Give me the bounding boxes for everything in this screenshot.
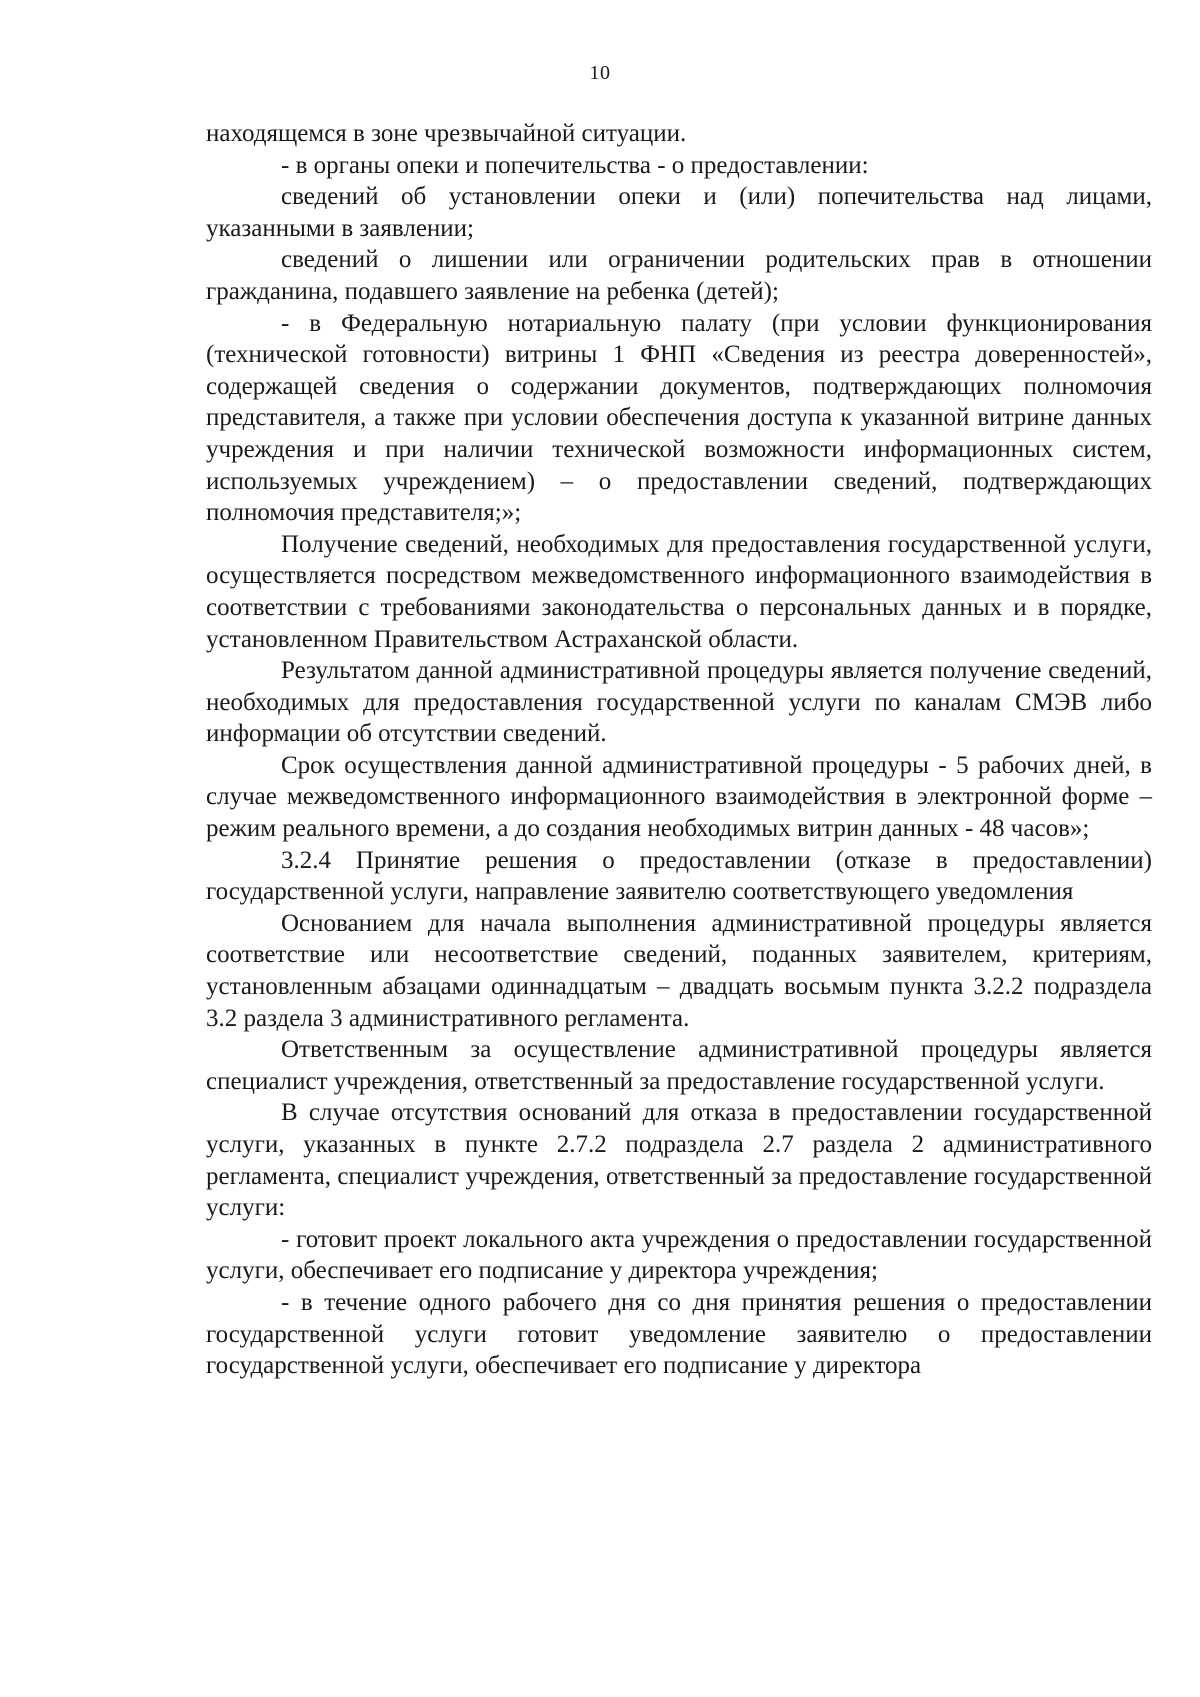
paragraph-guardianship-info: сведений об установлении опеки и (или) попечительства над лицами, указанными в заявлении;	[206, 183, 1152, 242]
paragraph-responsible-person: Ответственным за осуществление административной процедуры является специалист учреждения, ответственный за предоставление государственной услуги.	[206, 1036, 1152, 1095]
document-body	[206, 118, 1152, 1382]
paragraph-guardianship-bodies: - в органы опеки и попечительства - о предоставлении:	[281, 151, 869, 179]
paragraph-notary-chamber: - в Федеральную нотариальную палату (при условии функционирования (технической готовности) витрины 1 ФНП «Сведения из реестра доверенностей», содержащей сведения о содержании документов, подтверждающих полномочия представителя, а также при условии обеспечения доступа к указанной витрине данных учреждения и при наличии технической возможности информационных систем, используемых учреждением) – о предоставлении сведений, подтверждающих полномочия представителя;»;	[206, 309, 1152, 527]
paragraph-procedure-result: Результатом данной административной процедуры является получение сведений, необходимых для предоставления государственной услуги по каналам СМЭВ либо информации об отсутствии сведений.	[206, 657, 1152, 748]
page-number: 10	[589, 62, 611, 84]
paragraph-parental-rights: сведений о лишении или ограничении родительских прав в отношении гражданина, подавшего заявление на ребенка (детей);	[206, 246, 1152, 305]
paragraph-procedure-term: Срок осуществления данной административной процедуры - 5 рабочих дней, в случае межведомственного информационного взаимодействия в электронной форме – режим реального времени, а до создания необходимых витрин данных - 48 часов»;	[206, 751, 1152, 843]
paragraph-local-act-draft: - готовит проект локального акта учреждения о предоставлении государственной услуги, обеспечивает его подписание у директора учреждения;	[206, 1225, 1152, 1285]
paragraph-continuation: находящемся в зоне чрезвычайной ситуации.	[206, 120, 687, 147]
paragraph-notification: - в течение одного рабочего дня со дня принятия решения о предоставлении государственной услуги готовит уведомление заявителю о предоставлении государственной услуги, обеспечивает его подписание у директора	[206, 1288, 1152, 1380]
paragraph-interagency-exchange: Получение сведений, необходимых для предоставления государственной услуги, осуществляется посредством межведомственного информационного взаимодействия в соответствии с требованиями законодательства о персональных данных и в порядке, установленном Правительством Астраханской области.	[206, 530, 1152, 653]
section-heading-3-2-4: 3.2.4 Принятие решения о предоставлении (отказе в предоставлении) государственной услуги, направление заявителю соответствующего уведомления	[206, 846, 1152, 906]
paragraph-procedure-basis: Основанием для начала выполнения административной процедуры является соответствие или несоответствие сведений, поданных заявителем, критериям, установленным абзацами одиннадцатым – двадцать восьмым пункта 3.2.2 подраздела 3.2 раздела 3 административного регламента.	[206, 909, 1152, 1032]
paragraph-no-refusal-grounds: В случае отсутствия оснований для отказа в предоставлении государственной услуги, указанных в пункте 2.7.2 подраздела 2.7 раздела 2 административного регламента, специалист учреждения, ответственный за предоставление государственной услуги:	[206, 1099, 1152, 1222]
